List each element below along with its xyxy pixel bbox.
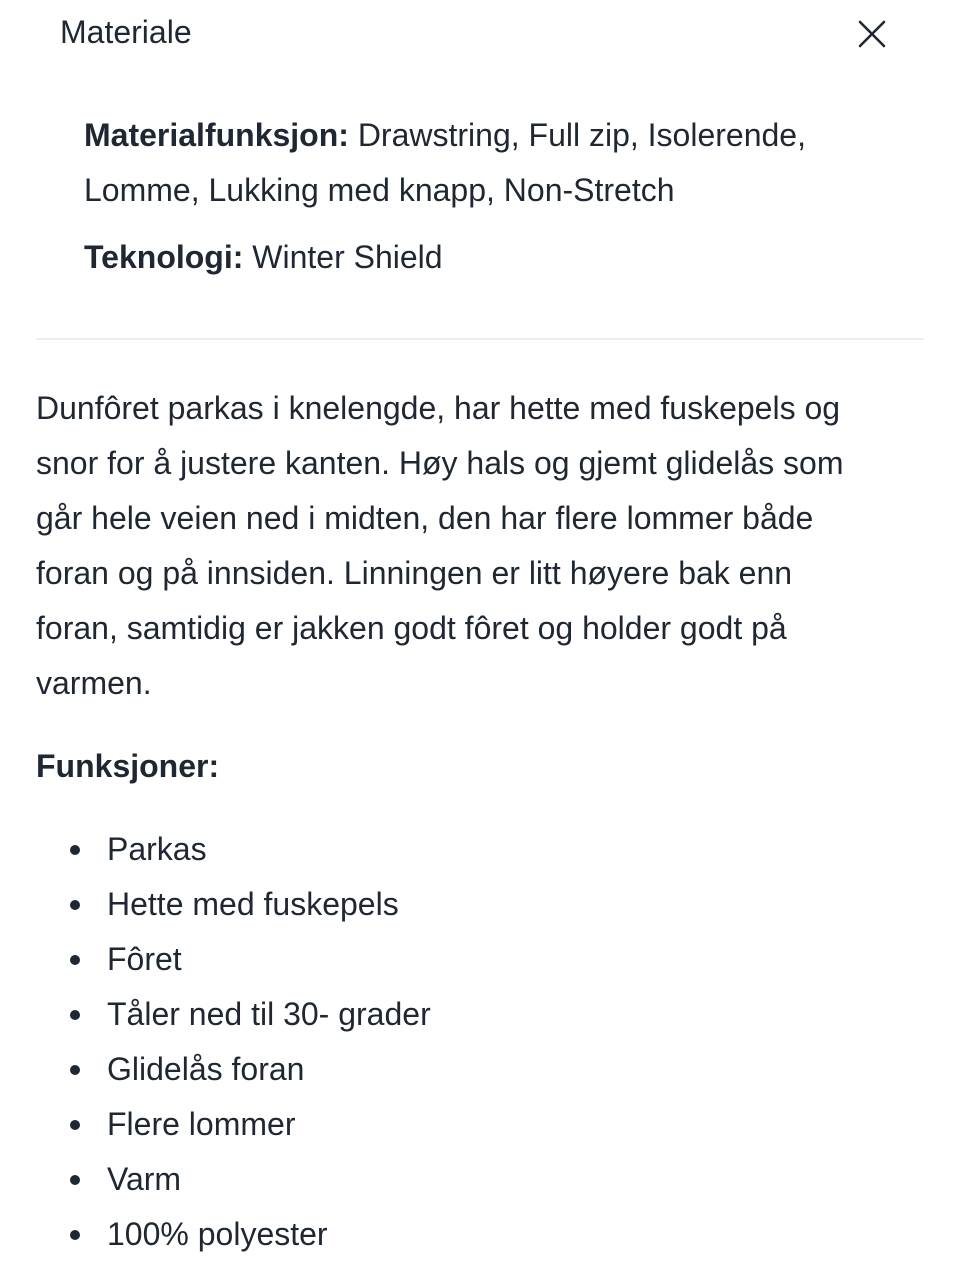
material-function-value-line2: Lomme, Lukking med knapp, Non-Stretch [84, 172, 675, 208]
description-line: går hele veien ned i midten, den har flere lommer både [36, 500, 814, 536]
material-function [84, 108, 884, 218]
feature-label: Fôret [107, 941, 182, 977]
description-line: foran, samtidig er jakken godt fôret og holder godt på [36, 610, 787, 646]
feature-label: Varm [107, 1161, 182, 1197]
product-description [36, 381, 926, 711]
description-line: varmen. [36, 665, 152, 701]
bullet-icon [70, 1230, 80, 1240]
description-line: snor for å justere kanten. Høy hals og gjemt glidelås som [36, 445, 844, 481]
material-function-label: Materialfunksjon: [84, 117, 349, 153]
technology-label: Teknologi: [84, 239, 244, 275]
bullet-icon [70, 1010, 80, 1020]
features-list [36, 822, 916, 1262]
bullet-icon [70, 900, 80, 910]
feature-label: Tåler ned til 30- grader [107, 996, 431, 1032]
feature-item [36, 1097, 916, 1152]
description-line: Dunfôret parkas i knelengde, har hette med fuskepels og [36, 390, 841, 426]
close-icon [852, 14, 892, 54]
feature-item [36, 987, 916, 1042]
feature-item [36, 822, 916, 877]
feature-label: Glidelås foran [107, 1051, 305, 1087]
feature-item [36, 1207, 916, 1262]
features-heading: Funksjoner: [36, 748, 220, 784]
bullet-icon [70, 1120, 80, 1130]
bullet-icon [70, 955, 80, 965]
feature-item [36, 1152, 916, 1207]
feature-label: Hette med fuskepels [107, 886, 399, 922]
bullet-icon [70, 1175, 80, 1185]
feature-item [36, 1042, 916, 1097]
feature-label: 100% polyester [107, 1216, 328, 1252]
bullet-icon [70, 1065, 80, 1075]
material-properties [84, 108, 884, 285]
feature-label: Parkas [107, 831, 207, 867]
material-function-value-line1: Drawstring, Full zip, Isolerende, [348, 117, 806, 153]
description-line: foran og på innsiden. Linningen er litt høyere bak enn [36, 555, 793, 591]
technology [84, 230, 884, 285]
feature-item [36, 877, 916, 932]
close-button[interactable] [852, 14, 892, 54]
modal-title: Materiale [60, 14, 192, 50]
feature-item [36, 932, 916, 987]
modal-header [0, 0, 960, 70]
feature-label: Flere lommer [107, 1106, 296, 1142]
bullet-icon [70, 845, 80, 855]
technology-value: Winter Shield [243, 239, 443, 275]
section-divider [36, 338, 924, 340]
